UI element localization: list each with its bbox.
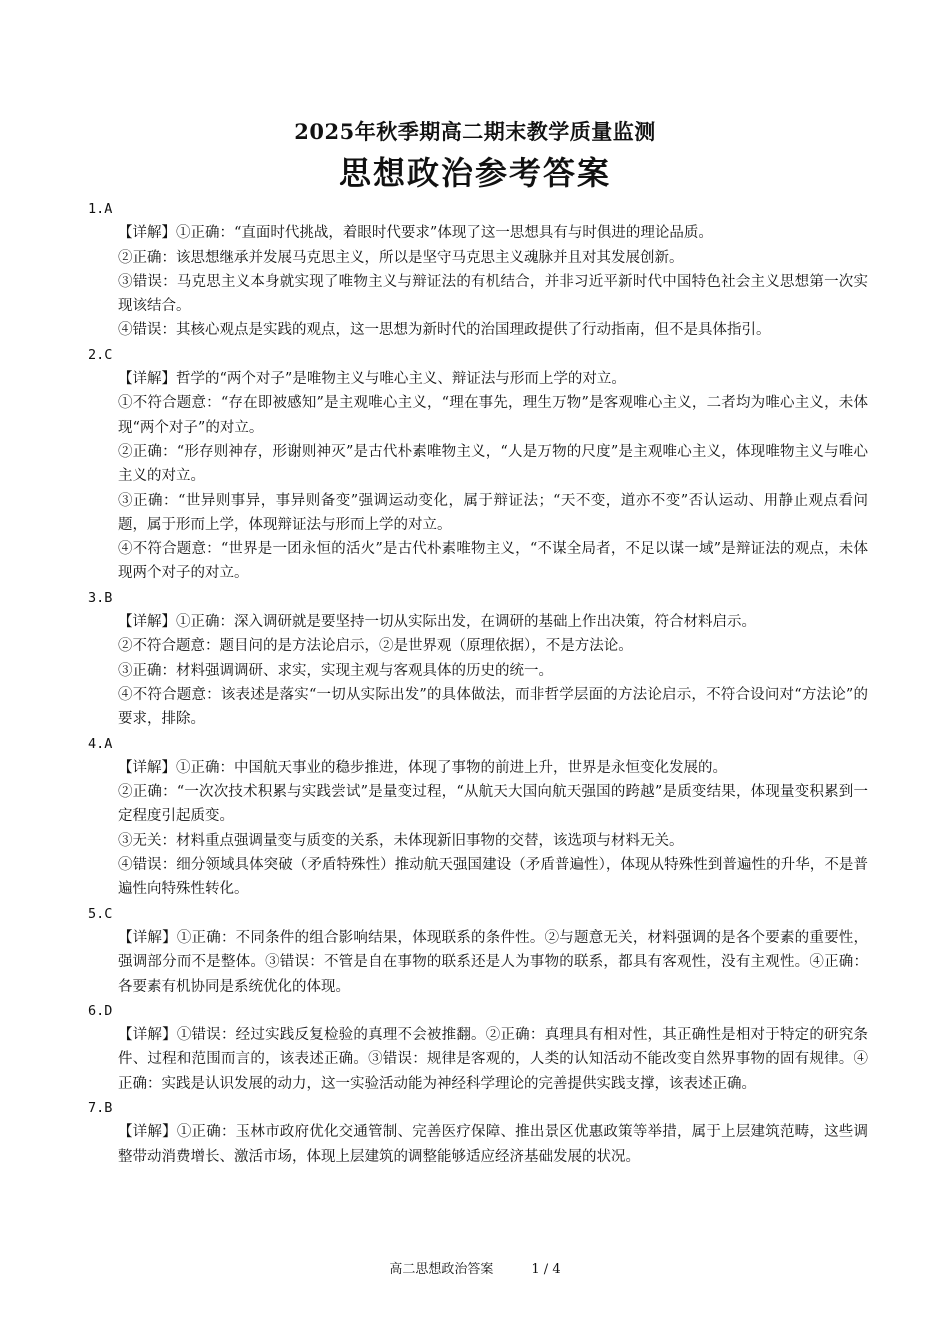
explanation-paragraph: 【详解】①正确：深入调研就是要坚持一切从实际出发，在调研的基础上作出决策，符合材料启示。 (118, 614, 756, 631)
explanation-paragraph: ①不符合题意：“存在即被感知”是主观唯心主义，“理在事先，理生万物”是客观唯心主义，二者均为唯心主义，未体现“两个对子”的对立。 (118, 395, 868, 436)
footer-label: 高二思想政治答案 (389, 1262, 494, 1277)
answer-content (88, 197, 868, 1169)
explanation-paragraph: ④错误：细分领域具体突破（矛盾特殊性）推动航天强国建设（矛盾普遍性），体现从特殊性到普遍性的升华，不是普遍性向特殊性转化。 (118, 857, 868, 898)
question-block (88, 999, 868, 1096)
page-number: 1 / 4 (531, 1262, 561, 1277)
question-block (88, 197, 868, 343)
explanation-paragraph: ②正确：“形存则神存，形谢则神灭”是古代朴素唯物主义，“人是万物的尺度”是主观唯心主义，体现唯物主义与唯心主义的对立。 (118, 443, 868, 485)
question-number: 1.A (88, 201, 113, 217)
question-number: 3.B (88, 589, 113, 606)
question-block (88, 1096, 868, 1169)
question-block (88, 586, 868, 732)
explanation-paragraph: ③无关：材料重点强调量变与质变的关系，未体现新旧事物的交替，该选项与材料无关。 (118, 832, 684, 849)
explanation-paragraph: 【详解】①正确：“直面时代挑战，着眼时代要求”体现了这一思想具有与时俱进的理论品质。 (118, 225, 713, 242)
exam-title: 2025年秋季期高二期末教学质量监测 (294, 119, 656, 144)
question-number: 7.B (88, 1099, 113, 1116)
explanation-paragraph: ④错误：其核心观点是实践的观点，这一思想为新时代的治国理政提供了行动指南，但不是具体指引。 (118, 322, 771, 339)
question-number: 2.C (88, 346, 113, 363)
explanation-paragraph: 【详解】①正确：中国航天事业的稳步推进，体现了事物的前进上升，世界是永恒变化发展的。 (118, 759, 727, 776)
explanation-paragraph: ③错误：马克思主义本身就实现了唯物主义与辩证法的有机结合，并非习近平新时代中国特色社会主义思想第一次实现该结合。 (118, 273, 868, 315)
explanation-paragraph: ③正确：“世异则事异，事异则备变”强调运动变化，属于辩证法；“天不变，道亦不变”否认运动、用静止观点看问题，属于形而上学，体现辩证法与形而上学的对立。 (118, 492, 868, 533)
page-footer (0, 1258, 950, 1277)
explanation-paragraph: ④不符合题意：该表述是落实“一切从实际出发”的具体做法，而非哲学层面的方法论启示，不符合设问对“方法论”的要求，排除。 (118, 686, 868, 728)
explanation-paragraph: ②正确：该思想继承并发展马克思主义，所以是坚守马克思主义魂脉并且对其发展创新。 (118, 249, 684, 266)
explanation-paragraph: ②正确：“一次次技术积累与实践尝试”是量变过程，“从航天大国向航天强国的跨越”是质变结果，体现量变积累到一定程度引起质变。 (118, 784, 868, 825)
explanation-paragraph: 【详解】哲学的“两个对子”是唯物主义与唯心主义、辩证法与形而上学的对立。 (118, 371, 626, 388)
question-number: 5.C (88, 905, 113, 922)
explanation-paragraph: ④不符合题意：“世界是一团永恒的活火”是古代朴素唯物主义，“不谋全局者，不足以谋一域”是辩证法的观点，未体现两个对子的对立。 (118, 541, 868, 582)
question-block (88, 343, 868, 586)
answer-title: 思想政治参考答案 (338, 154, 611, 192)
explanation-paragraph: 【详解】①正确：玉林市政府优化交通管制、完善医疗保障、推出景区优惠政策等举措，属于上层建筑范畴，这些调整带动消费增长、激活市场，体现上层建筑的调整能够适应经济基础发展的状况。 (118, 1124, 868, 1165)
explanation-paragraph: 【详解】①错误：经过实践反复检验的真理不会被推翻。②正确：真理具有相对性，其正确性是相对于特定的研究条件、过程和范围而言的，该表述正确。③错误：规律是客观的，人类的认知活动不能改变自然界事物的固有规律。④正确：实践是认识发展的动力，这一实验活动能为神经科学理论的完善提供实践支撑，该表述正确。 (118, 1027, 868, 1092)
question-block (88, 902, 868, 999)
question-block (88, 732, 868, 902)
question-number: 6.D (88, 1002, 113, 1019)
explanation-paragraph: ③正确：材料强调调研、求实，实现主观与客观具体的历史的统一。 (118, 662, 553, 679)
explanation-paragraph: ②不符合题意：题目问的是方法论启示，②是世界观（原理依据），不是方法论。 (118, 638, 633, 655)
explanation-paragraph: 【详解】①正确：不同条件的组合影响结果，体现联系的条件性。②与题意无关，材料强调的是各个要素的重要性，强调部分而不是整体。③错误：不管是自在事物的联系还是人为事物的联系，都具有客观性，没有主观性。④正确：各要素有机协同是系统优化的体现。 (118, 929, 868, 995)
question-number: 4.A (88, 735, 113, 752)
